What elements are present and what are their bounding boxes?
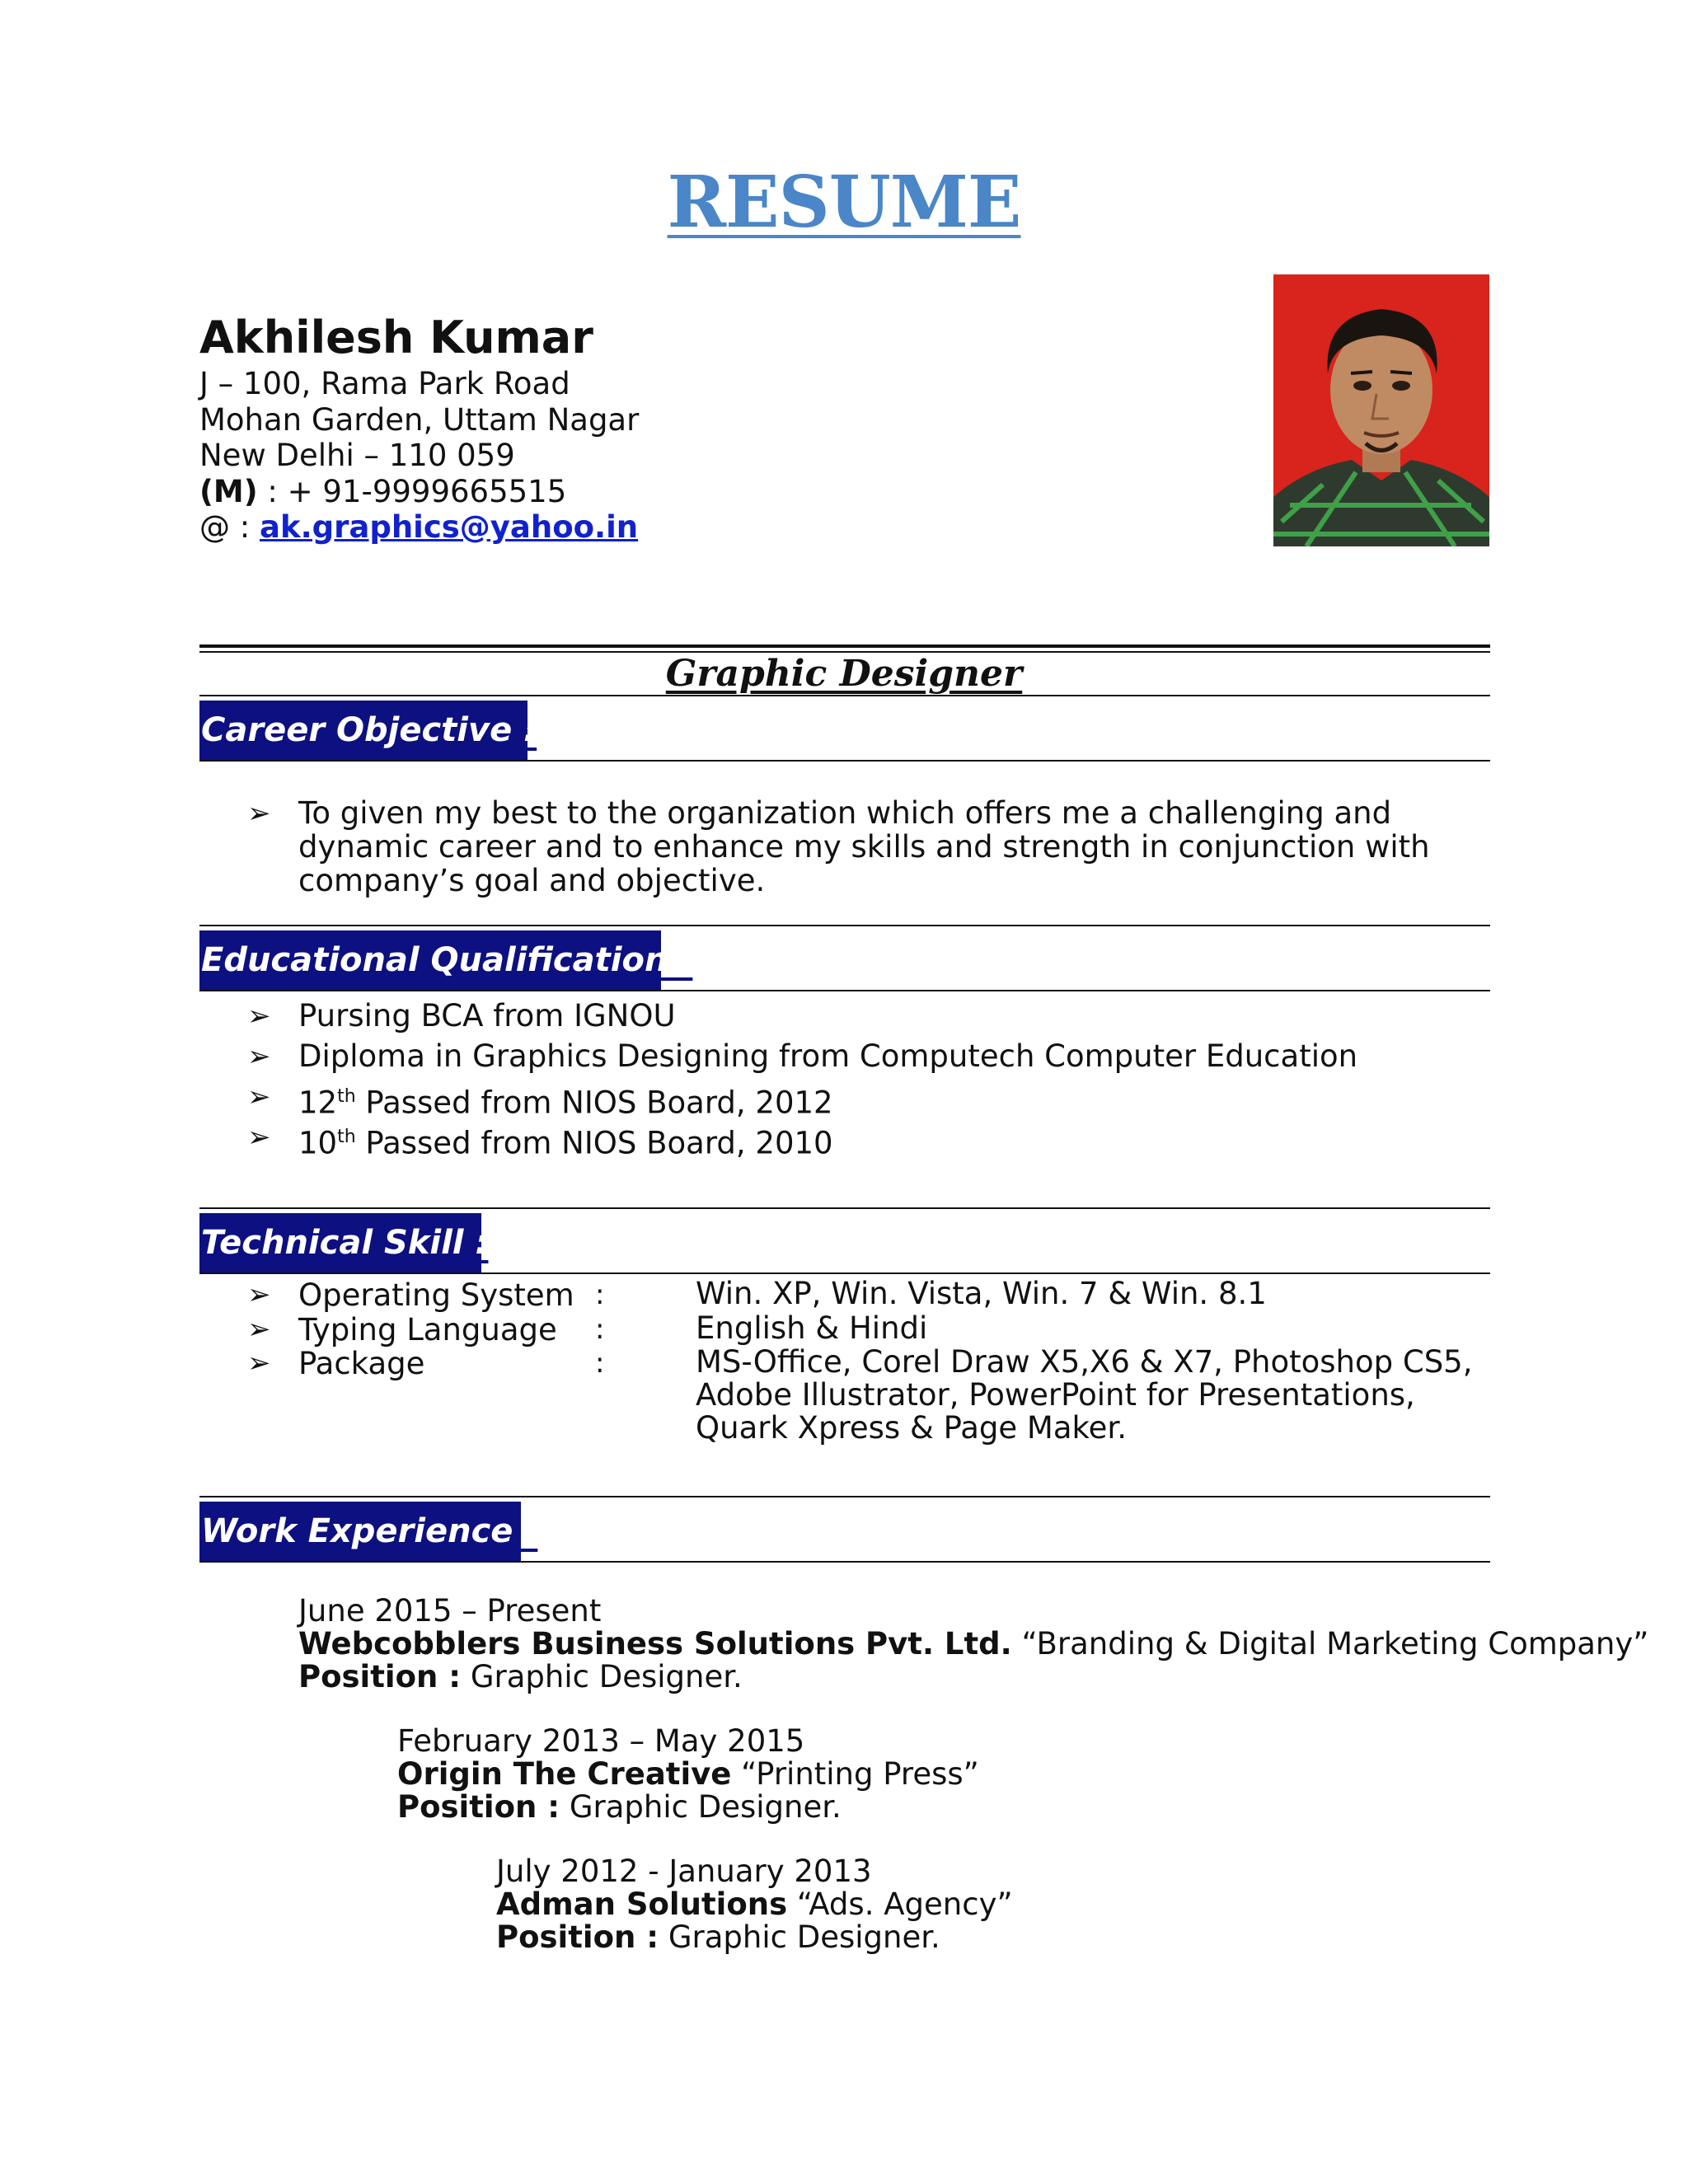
email-line [199, 509, 639, 546]
job-entry [496, 1855, 1013, 1954]
section-heading-work: Work Experience : [199, 1502, 521, 1561]
company-tagline: “Ads. Agency” [787, 1886, 1013, 1922]
arrow-bullet-icon: ➢ [247, 1080, 271, 1113]
skill-value: English & Hindi [696, 1310, 928, 1346]
arrow-bullet-icon: ➢ [247, 1000, 271, 1033]
job-entry [397, 1725, 979, 1824]
arrow-bullet-icon: ➢ [247, 1121, 271, 1154]
skill-label: Operating System [298, 1277, 574, 1313]
contact-block [199, 366, 639, 546]
arrow-bullet-icon: ➢ [247, 1313, 271, 1346]
education-item: 10th Passed from NIOS Board, 2010 [298, 1125, 833, 1161]
arrow-bullet-icon: ➢ [247, 1347, 271, 1380]
job-entry [298, 1595, 1648, 1694]
career-objective-text: To given my best to the organization which offers me a challenging and dynamic career and to enhance my skills and strength in conjunction with company’s goal and objective. [298, 795, 1430, 898]
job-position-line: Position : Graphic Designer. [496, 1919, 940, 1955]
company-tagline: “Branding & Digital Marketing Company” [1011, 1626, 1649, 1661]
double-rule-top [199, 644, 1490, 648]
divider [199, 925, 1490, 926]
address-line: J – 100, Rama Park Road [199, 366, 570, 401]
company-tagline: “Printing Press” [731, 1756, 979, 1792]
divider [199, 695, 1490, 696]
email-link[interactable]: ak.graphics@yahoo.in [260, 509, 639, 545]
education-item: Pursing BCA from IGNOU [298, 998, 676, 1033]
job-company-line [397, 1758, 979, 1791]
skill-colon: : [595, 1347, 605, 1380]
address-line: Mohan Garden, Uttam Nagar [199, 401, 640, 438]
company-name: Webcobblers Business Solutions Pvt. Ltd. [298, 1626, 1012, 1661]
divider [199, 1207, 1490, 1209]
job-period: June 2015 – Present [298, 1593, 602, 1629]
arrow-bullet-icon: ➢ [247, 1040, 271, 1073]
section-heading-career: Career Objective : [199, 701, 528, 760]
profile-photo [1273, 274, 1489, 546]
divider [199, 760, 1490, 762]
job-period: February 2013 – May 2015 [397, 1723, 805, 1759]
section-heading-education: Educational Qualification : [199, 930, 661, 990]
skill-colon: : [595, 1278, 605, 1311]
mobile-label: (M) [199, 473, 258, 509]
skill-value: MS-Office, Corel Draw X5,X6 & X7, Photoshop CS5, Adobe Illustrator, PowerPoint for Presentations, Quark Xpress & Page Maker. [696, 1344, 1473, 1446]
divider [199, 990, 1490, 991]
skill-colon: : [595, 1313, 605, 1346]
job-position-line: Position : Graphic Designer. [397, 1789, 842, 1825]
resume-title: RESUME [667, 161, 1021, 244]
job-company-line [496, 1888, 1013, 1921]
divider [199, 1496, 1490, 1497]
job-title: Graphic Designer [665, 653, 1023, 695]
skill-value: Win. XP, Win. Vista, Win. 7 & Win. 8.1 [696, 1276, 1267, 1311]
job-position-line: Position : Graphic Designer. [298, 1659, 743, 1694]
arrow-bullet-icon: ➢ [247, 1278, 271, 1311]
job-period: July 2012 - January 2013 [496, 1854, 872, 1889]
divider [199, 1561, 1490, 1563]
divider [199, 1272, 1490, 1274]
skill-label: Package [298, 1346, 425, 1381]
section-heading-skills: Technical Skill : [199, 1213, 481, 1272]
skill-label: Typing Language [298, 1312, 557, 1347]
email-label: @ : [199, 509, 260, 545]
job-company-line [298, 1628, 1648, 1661]
address-line: New Delhi – 110 059 [199, 438, 515, 473]
company-name: Adman Solutions [496, 1886, 788, 1922]
candidate-name: Akhilesh Kumar [199, 312, 593, 363]
mobile-line [199, 474, 639, 510]
mobile-number: : + 91-9999665515 [257, 473, 567, 509]
education-item: 12th Passed from NIOS Board, 2012 [298, 1085, 833, 1121]
education-item: Diploma in Graphics Designing from Computech Computer Education [298, 1038, 1358, 1074]
company-name: Origin The Creative [397, 1756, 732, 1792]
arrow-bullet-icon: ➢ [247, 797, 271, 830]
